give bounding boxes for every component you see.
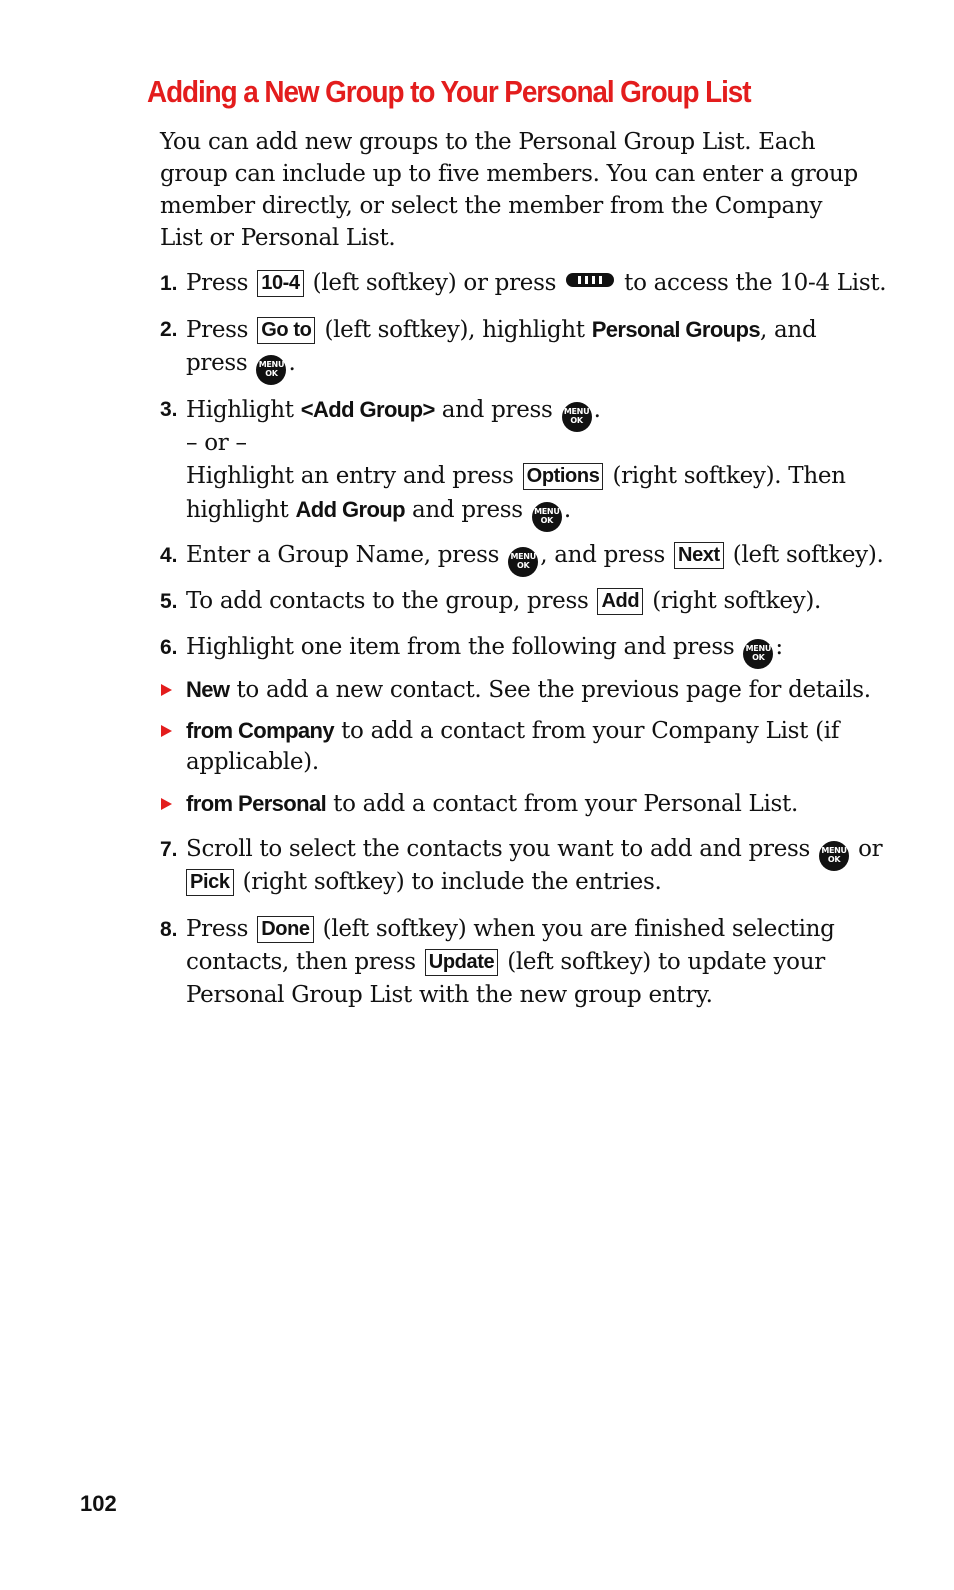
intro-paragraph: You can add new groups to the Personal Group List. Each group can include up to five members. You can enter a group member directly, or select the member from the Company List or Personal List. (160, 129, 858, 251)
step-text: : (775, 634, 783, 660)
menu-item-name: Add Group (295, 497, 405, 522)
bullet-from-personal (186, 787, 798, 821)
option-description: to add a contact from your Personal List. (333, 791, 798, 817)
bullet-new (186, 673, 871, 707)
softkey-10-4: 10-4 (257, 270, 303, 297)
step-number: 5. (160, 590, 178, 613)
step-text: (right softkey). Then (612, 463, 846, 489)
step-text: to access the 10-4 List. (624, 270, 887, 296)
step-number: 4. (160, 544, 178, 567)
step-text: (right softkey) to include the entries. (242, 869, 662, 895)
step-text: and press (412, 497, 523, 523)
step-number: 1. (160, 272, 178, 295)
step-text: . (593, 397, 601, 423)
step-text: To add contacts to the group, press (186, 588, 589, 614)
menu-ok-key-icon: MENU OK (508, 547, 538, 577)
step-text: , and (760, 317, 817, 343)
step-3-line-4 (186, 493, 571, 532)
bullet-from-company-line-2: applicable). (186, 749, 319, 775)
menu-ok-key-icon: MENU OK (256, 355, 286, 385)
section-title: Adding a New Group to Your Personal Group List (147, 74, 751, 109)
step-text: and press (441, 397, 553, 423)
bullet-from-company (186, 714, 839, 748)
step-number: 8. (160, 918, 178, 941)
bullet-arrow-icon (161, 725, 172, 737)
menu-ok-key-icon: MENU OK (819, 841, 849, 871)
step-8-line-1 (186, 913, 835, 946)
step-text: , and press (540, 542, 666, 568)
step-text: (left softkey) or press (312, 270, 557, 296)
step-text: . (288, 350, 296, 376)
step-number: 6. (160, 636, 178, 659)
step-2-line-1 (186, 313, 816, 347)
step-text: (right softkey). (652, 588, 822, 614)
menu-item-name: Personal Groups (591, 317, 760, 342)
menu-item-name: <Add Group> (300, 397, 435, 422)
step-3-or: – or – (186, 430, 247, 456)
step-text: (left softkey) to update your (507, 949, 825, 975)
step-text: Press (186, 317, 249, 343)
step-5 (186, 585, 821, 618)
step-text: (left softkey) when you are finished selecting (322, 916, 835, 942)
step-6 (186, 631, 783, 669)
step-text: Highlight one item from the following and press (186, 634, 735, 660)
option-description: to add a contact from your Company List (if (341, 718, 840, 744)
softkey-done: Done (257, 916, 313, 943)
step-text: Scroll to select the contacts you want to add and press (186, 836, 811, 862)
bullet-arrow-icon (161, 684, 172, 696)
menu-ok-key-icon: MENU OK (532, 502, 562, 532)
menu-ok-key-icon: MENU OK (562, 402, 592, 432)
step-text: Highlight (186, 397, 294, 423)
step-number: 3. (160, 398, 178, 421)
step-text: Press (186, 916, 249, 942)
step-2-line-2 (186, 347, 295, 385)
step-text: Press (186, 270, 249, 296)
softkey-go-to: Go to (257, 317, 315, 344)
step-text: . (563, 497, 571, 523)
step-text: highlight (186, 497, 289, 523)
step-text: Enter a Group Name, press (186, 542, 500, 568)
option-name: from Personal (186, 791, 327, 816)
softkey-next: Next (674, 542, 724, 569)
option-name: from Company (186, 718, 335, 743)
option-description: to add a new contact. See the previous page for details. (236, 677, 871, 703)
step-number: 2. (160, 318, 178, 341)
step-text: (left softkey), highlight (324, 317, 585, 343)
step-4 (186, 539, 884, 577)
page-number: 102 (80, 1491, 117, 1516)
softkey-options: Options (523, 463, 604, 490)
softkey-update: Update (425, 949, 498, 976)
step-3-line-3 (186, 460, 846, 493)
step-7-line-2 (186, 866, 662, 899)
step-3-line-1 (186, 393, 601, 432)
step-text: contacts, then press (186, 949, 416, 975)
step-8-line-3: Personal Group List with the new group entry. (186, 982, 713, 1008)
step-text: or (858, 836, 883, 862)
step-text: press (186, 350, 248, 376)
step-text: Highlight an entry and press (186, 463, 514, 489)
ten-four-key-icon (566, 273, 614, 287)
menu-ok-key-icon: MENU OK (743, 639, 773, 669)
softkey-add: Add (597, 588, 643, 615)
softkey-pick: Pick (186, 869, 234, 896)
step-text: (left softkey). (732, 542, 884, 568)
step-number: 7. (160, 838, 178, 861)
option-name: New (186, 677, 230, 702)
step-8-line-2 (186, 946, 825, 979)
step-1 (186, 267, 886, 300)
bullet-arrow-icon (161, 798, 172, 810)
